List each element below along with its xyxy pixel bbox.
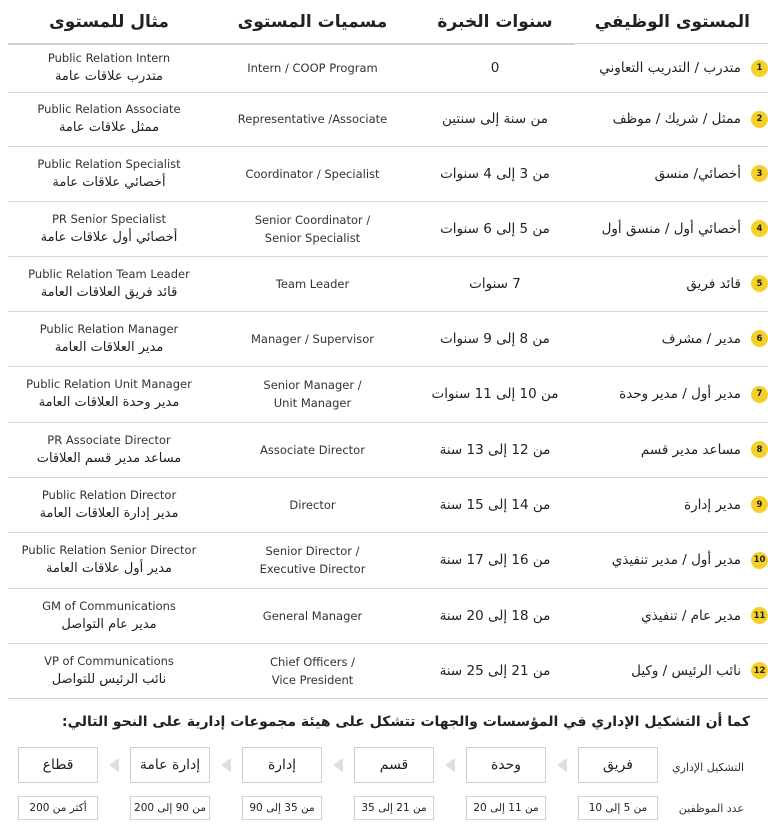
level-title-line: Director <box>289 497 336 512</box>
years-cell <box>415 256 575 311</box>
level-title-line: Vice President <box>271 672 354 687</box>
level-title-line: Senior Specialist <box>264 230 361 245</box>
example-english: VP of Communications <box>44 653 174 668</box>
level-title-line: Senior Director / <box>265 544 360 558</box>
table-row <box>8 44 768 93</box>
titles-cell <box>210 92 415 146</box>
level-label: أخصائي أول / منسق أول <box>601 220 741 237</box>
example-english: Public Relation Director <box>41 487 177 502</box>
experience-years: من 8 إلى 9 سنوات <box>440 330 550 347</box>
example-english: Public Relation Manager <box>39 321 179 336</box>
header-level-example: مثال للمستوى <box>8 0 210 45</box>
level-cell <box>574 44 768 92</box>
example-cell <box>8 477 210 532</box>
header-job-level: المستوى الوظيفي <box>574 0 768 44</box>
example-arabic: مدير إدارة العلاقات العامة <box>39 505 179 521</box>
table-row <box>8 643 768 698</box>
example-cell <box>8 311 210 366</box>
experience-years: من 10 إلى 11 سنوات <box>431 386 559 402</box>
level-title-line: Manager / Supervisor <box>250 331 375 346</box>
level-number-badge: 8 <box>751 441 768 458</box>
example-english: Public Relation Team Leader <box>28 266 190 281</box>
level-title-line: Senior Manager / <box>263 378 362 392</box>
example-cell <box>8 256 210 311</box>
structure-unit-box: إدارة عامة <box>130 747 210 783</box>
level-title-line: Executive Director <box>259 562 366 576</box>
level-label: مدير / مشرف <box>661 330 741 347</box>
example-english: Public Relation Senior Director <box>21 543 197 557</box>
example-arabic: قائد فريق العلاقات العامة <box>40 284 178 300</box>
years-cell <box>415 477 575 532</box>
structure-intro-text: كما أن التشكيل الإداري في المؤسسات والجهات تتشكل على هيئة مجموعات إدارية على النحو التالي: <box>62 714 750 730</box>
example-arabic: مدير عام التواصل <box>61 616 157 632</box>
level-label: ممثل / شريك / موظف <box>612 111 741 127</box>
titles-cell <box>210 44 415 92</box>
level-title-line: Unit Manager <box>273 396 352 410</box>
level-title-line: Intern / COOP Program <box>247 61 378 75</box>
level-cell <box>574 92 768 146</box>
experience-years: من 3 إلى 4 سنوات <box>440 165 550 182</box>
level-title-line: Team Leader <box>275 276 350 291</box>
level-label: متدرب / التدريب التعاوني <box>599 60 741 76</box>
level-number-badge: 4 <box>751 220 768 237</box>
level-cell <box>574 366 768 422</box>
example-cell <box>8 643 210 698</box>
arrow-left-icon <box>109 758 119 772</box>
titles-cell <box>210 256 415 311</box>
level-title-line: General Manager <box>262 608 363 623</box>
level-title-line: Representative /Associate <box>237 112 388 126</box>
level-cell <box>574 311 768 366</box>
employee-count-box: من 35 إلى 90 <box>242 796 322 820</box>
experience-years: 7 سنوات <box>469 275 521 292</box>
level-title-line: Associate Director <box>260 442 365 457</box>
structure-unit-box: إدارة <box>242 747 322 783</box>
level-cell <box>574 588 768 643</box>
arrow-left-icon <box>557 758 567 772</box>
header-experience-years: سنوات الخبرة <box>415 0 575 45</box>
structure-unit-box: قسم <box>354 747 434 783</box>
level-label: قائد فريق <box>686 275 741 292</box>
example-english: PR Senior Specialist <box>52 211 166 226</box>
level-number-badge: 6 <box>751 330 768 347</box>
table-row <box>8 311 768 367</box>
titles-cell <box>210 588 415 643</box>
titles-cell <box>210 201 415 256</box>
table-row <box>8 146 768 202</box>
level-number-badge: 7 <box>751 386 768 403</box>
employees-row-label: عدد الموظفين <box>678 802 744 815</box>
example-english: Public Relation Specialist <box>37 156 181 171</box>
structure-unit-box: قطاع <box>18 747 98 783</box>
employee-count-box: من 5 إلى 10 <box>578 796 658 820</box>
years-cell <box>415 532 575 588</box>
example-arabic: أخصائي علاقات عامة <box>52 174 166 190</box>
example-arabic: أخصائي أول علاقات عامة <box>40 229 178 245</box>
table-row <box>8 477 768 533</box>
example-english: Public Relation Unit Manager <box>26 377 192 391</box>
level-number-badge: 11 <box>751 607 768 624</box>
level-number-badge: 9 <box>751 496 768 513</box>
employee-count-box: من 11 إلى 20 <box>466 796 546 820</box>
example-english: Public Relation Intern <box>47 51 171 65</box>
titles-cell <box>210 311 415 366</box>
header-level-titles: مسميات المستوى <box>210 0 415 45</box>
level-label: مدير إدارة <box>684 496 741 513</box>
structure-row-label: التشكيل الإداري <box>672 761 744 774</box>
years-cell <box>415 146 575 201</box>
example-english: Public Relation Associate <box>37 102 181 116</box>
level-cell <box>574 532 768 588</box>
example-cell <box>8 588 210 643</box>
years-cell <box>415 92 575 146</box>
example-arabic: مساعد مدير قسم العلاقات <box>36 450 182 466</box>
table-row <box>8 532 768 589</box>
level-number-badge: 12 <box>751 662 768 679</box>
example-arabic: متدرب علاقات عامة <box>54 69 164 84</box>
experience-years: من 21 إلى 25 سنة <box>439 662 551 679</box>
level-cell <box>574 256 768 311</box>
level-label: مدير أول / مدير تنفيذي <box>611 552 741 568</box>
example-arabic: مدير أول علاقات العامة <box>46 561 172 576</box>
example-cell <box>8 44 210 92</box>
years-cell <box>415 422 575 477</box>
table-row <box>8 256 768 312</box>
level-number-badge: 10 <box>751 552 768 569</box>
arrow-left-icon <box>221 758 231 772</box>
level-cell <box>574 477 768 532</box>
level-cell <box>574 146 768 201</box>
experience-years: من 14 إلى 15 سنة <box>439 496 551 513</box>
titles-cell <box>210 532 415 588</box>
example-english: PR Associate Director <box>47 432 171 447</box>
years-cell <box>415 366 575 422</box>
table-row <box>8 422 768 478</box>
level-title-line: Coordinator / Specialist <box>245 166 380 181</box>
level-label: أخصائي/ منسق <box>654 165 741 182</box>
titles-cell <box>210 366 415 422</box>
titles-cell <box>210 643 415 698</box>
titles-cell <box>210 422 415 477</box>
years-cell <box>415 201 575 256</box>
example-cell <box>8 366 210 422</box>
example-english: GM of Communications <box>42 598 176 613</box>
example-cell <box>8 422 210 477</box>
level-title-line: Senior Coordinator / <box>254 212 371 227</box>
experience-years: 0 <box>490 60 500 76</box>
experience-years: من 12 إلى 13 سنة <box>439 441 551 458</box>
structure-unit-box: فريق <box>578 747 658 783</box>
table-bottom-divider <box>8 698 768 699</box>
employee-count-box: من 90 إلى 200 <box>130 796 210 820</box>
experience-years: من 5 إلى 6 سنوات <box>440 220 550 237</box>
example-cell <box>8 201 210 256</box>
level-cell <box>574 422 768 477</box>
arrow-left-icon <box>445 758 455 772</box>
example-cell <box>8 532 210 588</box>
years-cell <box>415 643 575 698</box>
example-arabic: مدير العلاقات العامة <box>54 339 164 355</box>
example-arabic: مدير وحدة العلاقات العامة <box>38 395 180 410</box>
years-cell <box>415 44 575 92</box>
level-title-line: Chief Officers / <box>269 654 356 669</box>
level-label: مدير أول / مدير وحدة <box>619 386 741 402</box>
years-cell <box>415 588 575 643</box>
years-cell <box>415 311 575 366</box>
level-label: نائب الرئيس / وكيل <box>631 662 741 679</box>
example-arabic: ممثل علاقات عامة <box>58 120 160 135</box>
experience-years: من سنة إلى سنتين <box>442 111 548 127</box>
level-number-badge: 5 <box>751 275 768 292</box>
employee-count-box: أكثر من 200 <box>18 796 98 820</box>
titles-cell <box>210 477 415 532</box>
experience-years: من 16 إلى 17 سنة <box>439 552 551 568</box>
table-row <box>8 366 768 423</box>
level-cell <box>574 201 768 256</box>
level-label: مساعد مدير قسم <box>640 441 741 458</box>
level-number-badge: 2 <box>751 111 768 128</box>
level-cell <box>574 643 768 698</box>
table-row <box>8 92 768 147</box>
table-row <box>8 588 768 644</box>
arrow-left-icon <box>333 758 343 772</box>
level-label: مدير عام / تنفيذي <box>641 607 741 624</box>
example-cell <box>8 92 210 146</box>
employee-count-box: من 21 إلى 35 <box>354 796 434 820</box>
experience-years: من 18 إلى 20 سنة <box>439 607 551 624</box>
example-cell <box>8 146 210 201</box>
level-number-badge: 1 <box>751 60 768 77</box>
example-arabic: نائب الرئيس للتواصل <box>51 671 167 687</box>
table-row <box>8 201 768 257</box>
level-number-badge: 3 <box>751 165 768 182</box>
structure-unit-box: وحدة <box>466 747 546 783</box>
titles-cell <box>210 146 415 201</box>
